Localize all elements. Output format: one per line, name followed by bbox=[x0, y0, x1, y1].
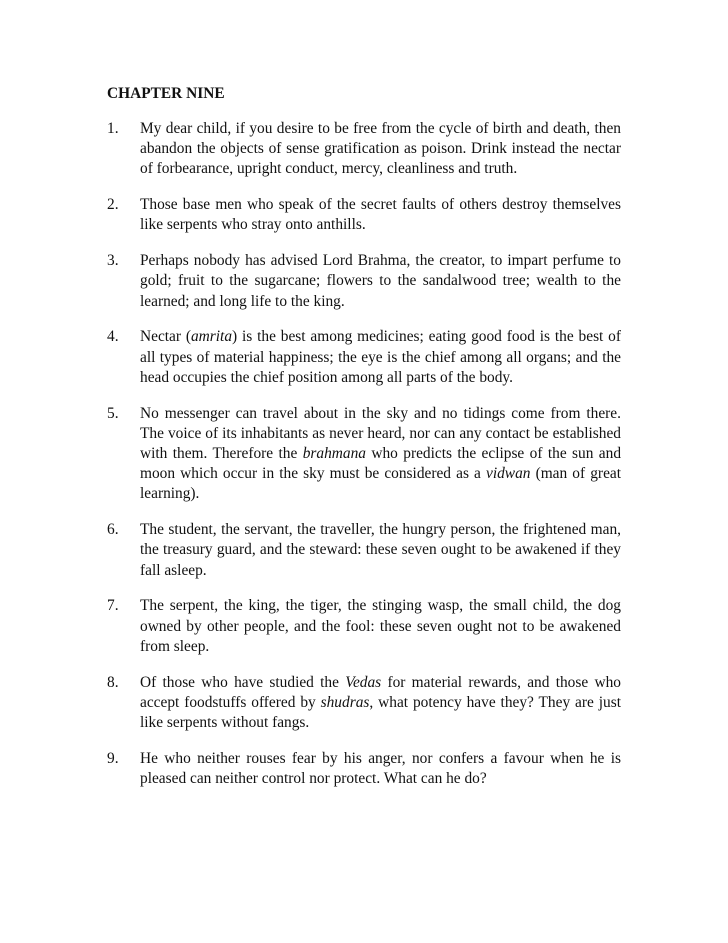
verse-item bbox=[107, 119, 621, 180]
verse-text-segment: , what potency have they? They are just like serpents without fangs. bbox=[140, 693, 621, 732]
verse-text-segment: The student, the servant, the traveller, the hungry person, the frightened man, the treasury guard, and the steward: these seven ought to be awakened if they fall asleep. bbox=[140, 521, 621, 579]
verse-number: 2. bbox=[107, 196, 119, 214]
verse-text-segment: The serpent, the king, the tiger, the stinging wasp, the small child, the dog owned by other people, and the fool: these seven ought not to be awakened from sleep. bbox=[140, 597, 621, 655]
verse-number: 3. bbox=[107, 252, 119, 270]
verse-text-segment: No messenger can travel about in the sky and no tidings come from there. The voice of its inhabitants as never heard, nor can any contact be established with them. Therefore the bbox=[140, 404, 621, 463]
verse-number: 6. bbox=[107, 521, 119, 539]
verse-number: 5. bbox=[107, 404, 119, 422]
italic-term: vidwan bbox=[486, 465, 531, 483]
verse-item bbox=[107, 404, 621, 505]
verse-text-segment: Of those who have studied the bbox=[140, 673, 346, 691]
verse-text bbox=[140, 520, 621, 581]
italic-term: shudras bbox=[320, 693, 370, 711]
verse-item bbox=[107, 749, 621, 789]
verse-text bbox=[140, 404, 621, 505]
verse-text-segment: ) is the best among medicines; eating good food is the best of all types of material happiness; the eye is the chief among all organs; and the head occupies the chief position among all parts of the body. bbox=[140, 328, 621, 386]
verse-text bbox=[140, 119, 621, 180]
verse-text-segment: Nectar ( bbox=[140, 328, 191, 346]
verse-number: 8. bbox=[107, 673, 119, 691]
verse-text bbox=[140, 327, 621, 388]
verse-text-segment: My dear child, if you desire to be free from the cycle of birth and death, then abandon the objects of sense gratification as poison. Drink instead the nectar of forbearance, upright conduct, mercy, cleanliness and truth. bbox=[140, 120, 621, 178]
verse-number: 7. bbox=[107, 597, 119, 615]
italic-term: brahmana bbox=[302, 445, 366, 463]
italic-term: Vedas bbox=[345, 673, 382, 691]
verse-item bbox=[107, 596, 621, 657]
verse-text-segment: He who neither rouses fear by his anger, nor confers a favour when he is pleased can neither control nor protect. What can he do? bbox=[140, 749, 621, 788]
verse-item bbox=[107, 195, 621, 235]
document-page bbox=[107, 84, 621, 805]
verse-text-segment: for material rewards, and those who accept foodstuffs offered by bbox=[140, 673, 621, 711]
verse-list bbox=[107, 119, 621, 789]
verse-text bbox=[140, 195, 621, 235]
verse-text-segment: Those base men who speak of the secret faults of others destroy themselves like serpents who stray onto anthills. bbox=[140, 196, 621, 234]
verse-number: 1. bbox=[107, 120, 119, 137]
verse-text bbox=[140, 749, 621, 789]
italic-term: amrita bbox=[190, 328, 233, 346]
verse-text bbox=[140, 596, 621, 657]
verse-item bbox=[107, 520, 621, 581]
verse-number: 4. bbox=[107, 328, 119, 346]
verse-item bbox=[107, 673, 621, 734]
verse-text bbox=[140, 673, 621, 734]
verse-number: 9. bbox=[107, 749, 119, 767]
verse-item bbox=[107, 327, 621, 388]
verse-text bbox=[140, 251, 621, 312]
verse-text-segment: (man of great learning). bbox=[140, 465, 622, 503]
verse-text-segment: who predicts the eclipse of the sun and moon which occur in the sky must be considered as a bbox=[140, 445, 622, 483]
verse-text-segment: Perhaps nobody has advised Lord Brahma, the creator, to impart perfume to gold; fruit to the sugarcane; flowers to the sandalwood tree; wealth to the learned; and long life to the king. bbox=[140, 252, 621, 310]
verse-item bbox=[107, 251, 621, 312]
chapter-title: CHAPTER NINE bbox=[107, 85, 225, 102]
